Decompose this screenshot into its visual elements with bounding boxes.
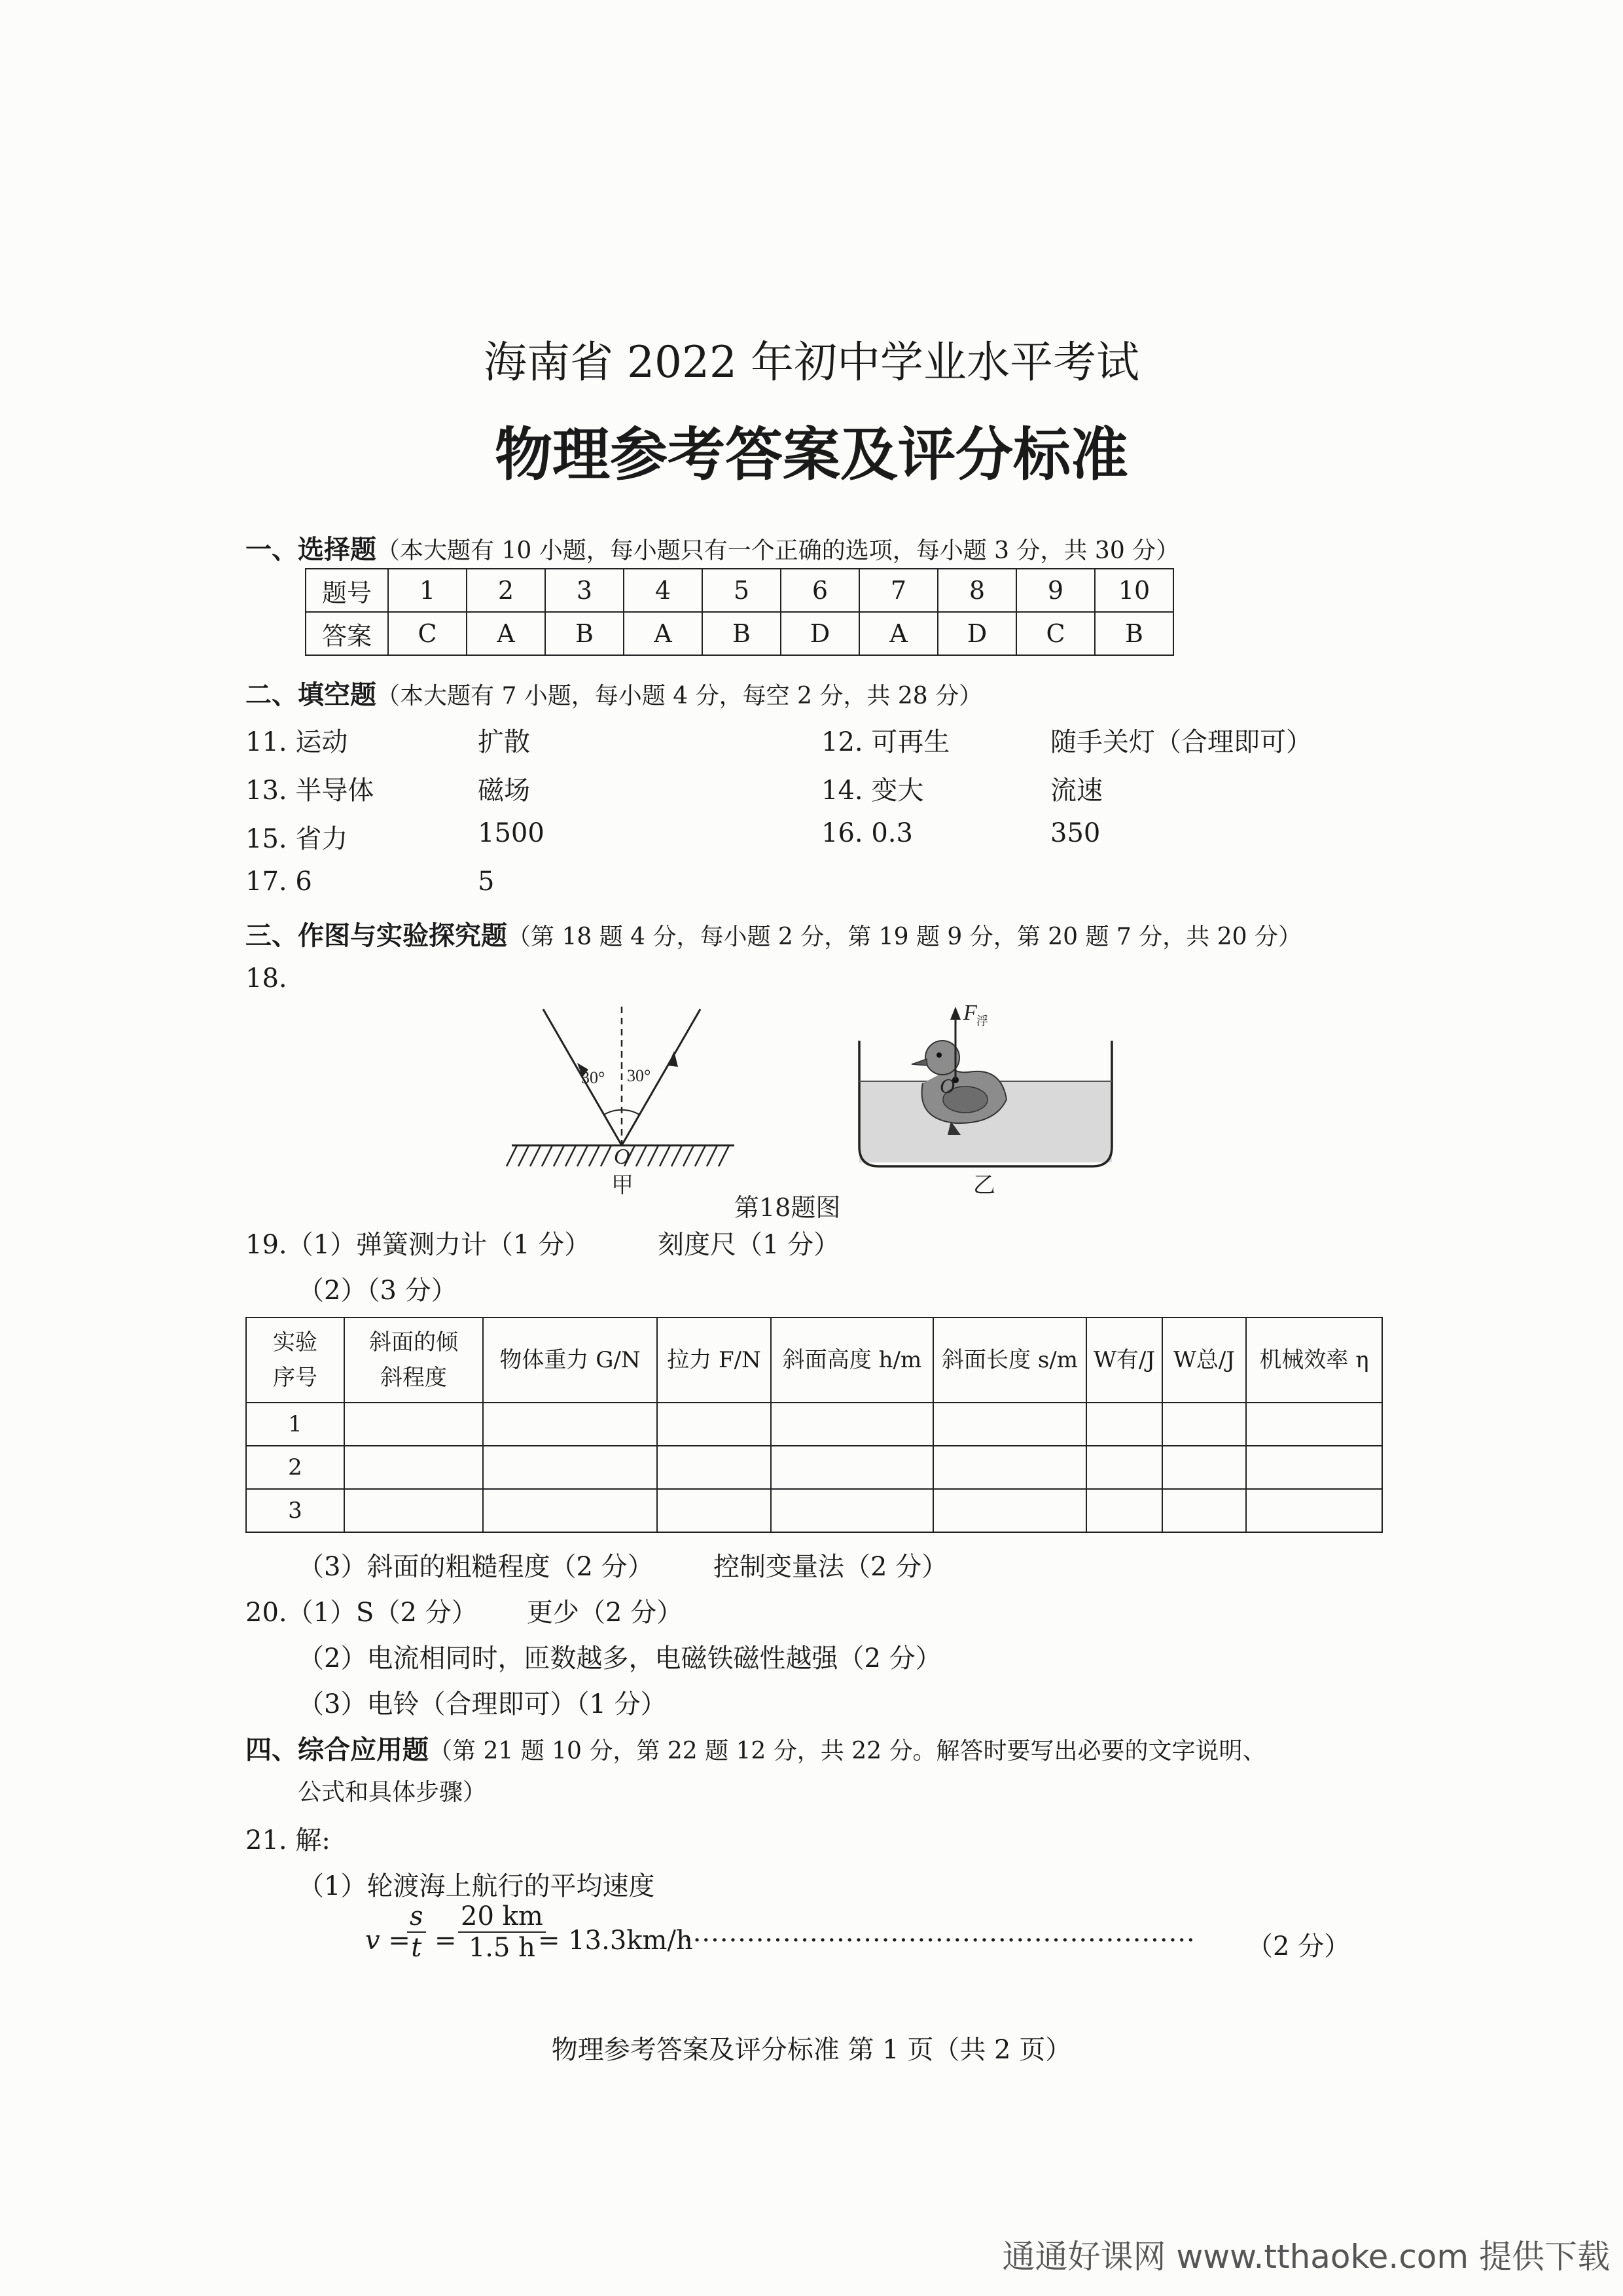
answer-19-1b: 刻度尺（1 分） [658,1230,840,1260]
point-o-label: O [614,1145,630,1169]
col-header-incline: 斜面的倾 斜程度 [344,1318,483,1403]
section2-heading [245,674,982,711]
mcq-number-cell: 4 [624,569,702,612]
section4-note: （第 21 题 10 分，第 22 题 12 分，共 22 分。解答时要写出必要的文字说明、 [429,1738,1266,1765]
mcq-answer-cell: B [1095,612,1173,655]
mcq-number-cell: 10 [1095,569,1173,612]
col-header-weight: 物体重力 G/N [483,1318,657,1403]
col-header-length: 斜面长度 s/m [933,1318,1086,1403]
buoyancy-diagram [859,1001,1112,1198]
formula-result: = 13.3km/h [538,1926,693,1956]
mcq-number-cell: 2 [467,569,545,612]
mcq-number-cell: 9 [1016,569,1095,612]
page-footer: 物理参考答案及评分标准 第 1 页（共 2 页） [551,2035,1072,2065]
answer-12: 12. 可再生 [821,727,950,757]
question-21-part1: （1）轮渡海上航行的平均速度 [298,1871,655,1901]
mcq-answer-table [305,568,1174,656]
mcq-number-cell: 3 [545,569,624,612]
answer-19-2: （2）（3 分） [298,1276,457,1306]
mcq-answer-cell: A [467,612,545,655]
question-18-number: 18. [245,963,287,994]
mcq-answer-cell: D [938,612,1016,655]
answer-19-3b: 控制变量法（2 分） [713,1552,948,1582]
answer-14: 14. 变大 [821,776,924,806]
mcq-answer-cell: C [388,612,467,655]
exam-heading: 海南省 2022 年初中学业水平考试 [484,337,1139,387]
trial-number: 1 [246,1403,344,1446]
duck-head [925,1041,959,1075]
mcq-answer-cell: D [781,612,859,655]
answer-17: 17. 6 [245,867,312,897]
mcq-number-cell: 1 [388,569,467,612]
reflected-arrow [668,1051,678,1067]
mcq-answer-cell: B [702,612,781,655]
angle-left-label: 30° [581,1068,605,1087]
answer-13-blank2: 磁场 [478,776,530,806]
reflection-diagram [507,1007,734,1198]
answer-15: 15. 省力 [245,824,348,854]
col-header-pull: 拉力 F/N [657,1318,771,1403]
formula-score: （2 分） [1247,1931,1351,1962]
page-title: 物理参考答案及评分标准 [494,421,1128,488]
answer-11: 11. 运动 [245,727,348,757]
section4-note-cont: 公式和具体步骤） [298,1779,487,1806]
table-row [246,1489,1382,1532]
mcq-number-row [306,569,1173,612]
mcq-number-cell: 7 [859,569,938,612]
mcq-answer-cell: B [545,612,624,655]
section2-label: 二、填空题 [245,680,376,710]
answer-19-1: 19.（1）弹簧测力计（1 分） [245,1230,591,1260]
answer-15-blank2: 1500 [478,818,544,848]
angle-right-label: 30° [627,1066,651,1085]
table-row [246,1446,1382,1489]
question-21-label: 21. 解: [245,1825,330,1856]
table-header-row [246,1318,1382,1403]
formula-v: v = [365,1926,410,1956]
mcq-number-cell: 8 [938,569,1016,612]
section1-label: 一、选择题 [245,535,376,565]
section1-heading [245,529,1179,566]
answer-13: 13. 半导体 [245,776,374,806]
answer-20-1b: 更少（2 分） [527,1598,683,1628]
mcq-answer-label: 答案 [306,612,388,655]
figure-b-label: 乙 [973,1172,995,1198]
answer-19-3: （3）斜面的粗糙程度（2 分） [298,1552,654,1582]
col-header-efficiency: 机械效率 η [1246,1318,1382,1403]
col-header-total-work: W总/J [1162,1318,1246,1403]
answer-20-3: （3）电铃（合理即可）（1 分） [298,1689,667,1719]
answer-14-blank2: 流速 [1050,776,1103,806]
section2-note: （本大题有 7 小题，每小题 4 分，每空 2 分，共 28 分） [376,683,983,709]
figure-18 [497,995,1152,1224]
section1-note: （本大题有 10 小题，每小题只有一个正确的选项，每小题 3 分，共 30 分） [376,537,1180,564]
answer-12-blank2: 随手关灯（合理即可） [1050,727,1312,757]
mcq-answer-cell: A [624,612,702,655]
mcq-answer-cell: C [1016,612,1095,655]
experiment-table [245,1317,1383,1533]
trial-number: 3 [246,1489,344,1532]
duck-beak [912,1059,927,1066]
answer-17-blank2: 5 [478,867,495,897]
formula-distance-over-time: $\frac{20 km}{1.5 h}$ [458,1901,546,1963]
mcq-number-label: 题号 [306,569,388,612]
figure-a-label: 甲 [611,1172,633,1198]
point-o-label-b: O [940,1074,955,1098]
formula-equals: = [435,1926,457,1956]
section3-label: 三、作图与实验探究题 [245,921,507,951]
watermark: 通通好课网 www.tthaoke.com 提供下载 [1002,2238,1610,2276]
force-subscript: 浮 [976,1014,988,1028]
answer-20-1: 20.（1）S（2 分） [245,1598,478,1628]
mcq-answer-cell: A [859,612,938,655]
mcq-number-cell: 6 [781,569,859,612]
answer-11-blank2: 扩散 [478,727,530,757]
force-label: F [963,1001,977,1025]
section3-note: （第 18 题 4 分，每小题 2 分，第 19 题 9 分，第 20 题 7 分，共 20 分） [507,924,1302,950]
answer-16: 16. 0.3 [821,818,913,848]
mcq-answer-row [306,612,1173,655]
col-header-useful-work: W有/J [1086,1318,1162,1403]
figure-caption: 第18题图 [734,1193,841,1222]
answer-20-2: （2）电流相同时，匝数越多，电磁铁磁性越强（2 分） [298,1643,942,1674]
col-header-height: 斜面高度 h/m [771,1318,933,1403]
formula-leader-dots: ························································· [684,1926,1196,1956]
formula-s-over-t: $\frac{s}{t}$ [407,1901,426,1963]
col-header-trial: 实验 序号 [246,1318,344,1403]
section4-heading [245,1729,1266,1767]
section4-label: 四、综合应用题 [245,1735,429,1765]
mcq-number-cell: 5 [702,569,781,612]
table-row [246,1403,1382,1446]
answer-16-blank2: 350 [1050,818,1101,848]
trial-number: 2 [246,1446,344,1489]
force-arrowhead [950,1007,961,1020]
section3-heading [245,915,1302,952]
duck-eye [936,1052,942,1058]
